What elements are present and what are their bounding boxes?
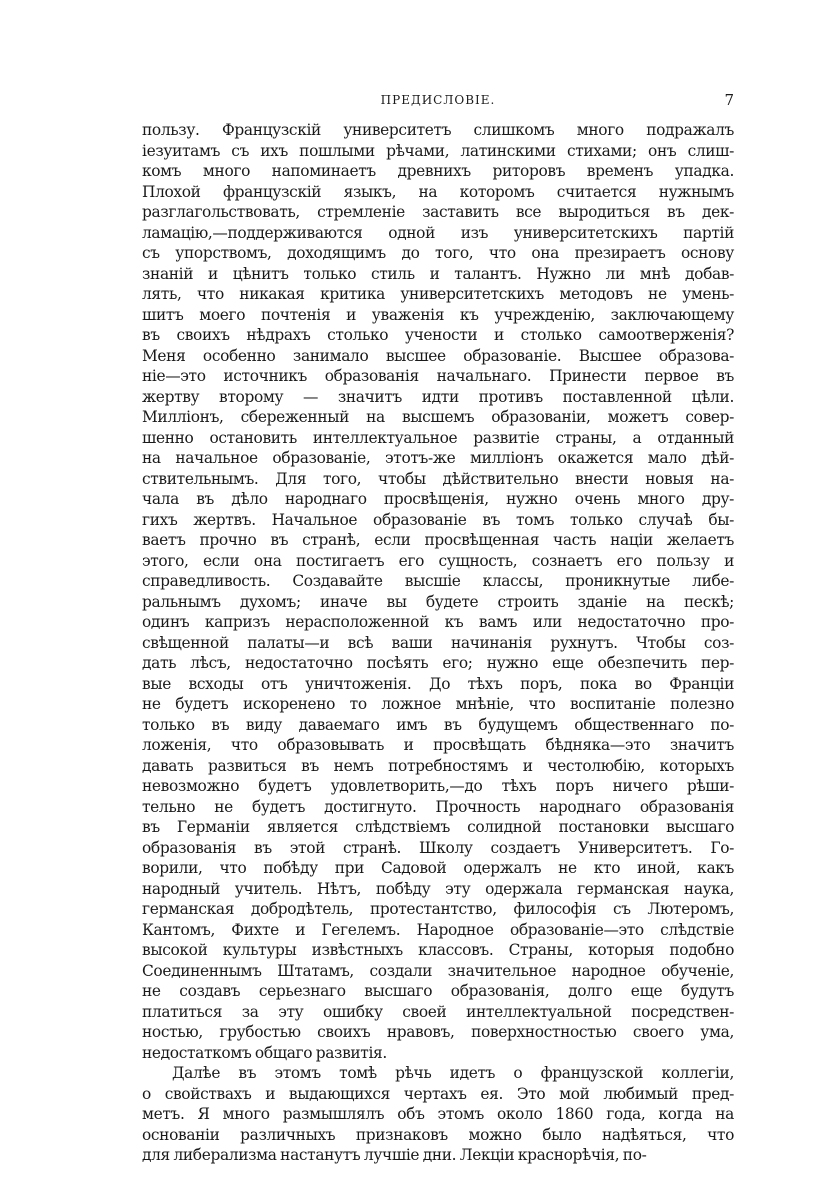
text-line: въ своихъ нѣдрахъ столько учености и столько самоотверженія?	[142, 326, 734, 344]
text-line: только въ виду даваемаго имъ въ будущемъ общественнаго по-	[142, 715, 734, 734]
text-line: іезуитамъ съ ихъ пошлыми рѣчами, латинскими стихами; онъ слиш-	[142, 141, 734, 160]
text-line: Милліонъ, сбереженный на высшемъ образованіи, можетъ совер-	[142, 408, 734, 426]
text-line: народный учитель. Нѣтъ, побѣду эту одержала германская наука,	[142, 879, 734, 898]
text-line: чала въ дѣло народнаго просвѣщенія, нужно очень много дру-	[142, 490, 734, 508]
text-line: метъ. Я много размышлялъ объ этомъ около 1860 года, когда на	[142, 1105, 734, 1123]
text-line: комъ много напоминаетъ древнихъ риторовъ временъ упадка.	[142, 162, 734, 180]
text-line: шенно остановить интеллектуальное развитіе страны, а отданный	[142, 428, 734, 447]
text-line: съ упорствомъ, доходящимъ до того, что она презираетъ основу	[142, 244, 734, 262]
text-line: Далѣе въ этомъ томѣ рѣчь идетъ о французской коллегіи,	[172, 1064, 734, 1082]
text-line: тельно не будетъ достигнуто. Прочность народнаго образованія	[142, 797, 734, 816]
text-line: этого, если она постигаетъ его сущность, сознаетъ его пользу и	[142, 551, 734, 570]
running-head	[142, 88, 734, 112]
text-line: германская добродѣтель, протестантство, философія съ Лютеромъ,	[142, 900, 734, 918]
text-line: въ Германіи является слѣдствіемъ солидной постановки высшаго	[142, 818, 734, 836]
text-line: дать лѣсъ, недостаточно посѣять его; нужно еще обезпечить пер-	[142, 654, 734, 672]
text-line: лять, что никакая критика университетскихъ методовъ не умень-	[142, 285, 734, 303]
text-line: пользу. Французскій университетъ слишкомъ много подражалъ	[142, 121, 734, 139]
text-line: ніе—это источникъ образованія начальнаго. Принести первое въ	[142, 367, 734, 385]
text-line: не будетъ искоренено то ложное мнѣніе, что воспитаніе полезно	[142, 695, 734, 713]
text-line: справедливость. Создавайте высшіе классы, проникнутые либе-	[142, 572, 734, 590]
text-line: Кантомъ, Фихте и Гегелемъ. Народное образованіе—это слѣдствіе	[142, 920, 734, 939]
text-line: Соединеннымъ Штатамъ, создали значительное народное обученіе,	[142, 961, 734, 980]
text-line: ваетъ прочно въ странѣ, если просвѣщенная часть націи желаетъ	[142, 531, 734, 549]
text-line: жертву второму — значитъ идти противъ поставленной цѣли.	[142, 387, 734, 406]
text-line: вые всходы отъ уничтоженія. До тѣхъ поръ, пока во Франціи	[142, 674, 734, 693]
text-line: знаній и цѣнитъ только стиль и талантъ. Нужно ли мнѣ добав-	[142, 264, 734, 283]
text-line: разглагольствовать, стремленіе заставить все выродиться въ дек-	[142, 203, 734, 221]
text-line: платиться за эту ошибку своей интеллектуальной посредствен-	[142, 1002, 734, 1021]
text-line: ворили, что побѣду при Садовой одержалъ не кто иной, какъ	[142, 859, 734, 877]
text-line: ральнымъ духомъ; иначе вы будете строить зданіе на пескѣ;	[142, 592, 734, 611]
running-title: ПРЕДИСЛОВІЕ.	[380, 93, 496, 107]
text-line: образованія въ этой странѣ. Школу создаетъ Университетъ. Го-	[142, 838, 734, 857]
text-line: о свойствахъ и выдающихся чертахъ ея. Это мой любимый пред-	[142, 1084, 734, 1103]
text-line: высокой культуры извѣстныхъ классовъ. Страны, которыя подобно	[142, 941, 734, 959]
body-text	[142, 120, 734, 1166]
text-line: невозможно будетъ удовлетворить,—до тѣхъ поръ ничего рѣши-	[142, 777, 734, 795]
text-line: для либерализма настанутъ лучшіе дни. Лекціи краснорѣчія, по-	[142, 1146, 647, 1164]
text-line: основаніи различныхъ признаковъ можно было надѣяться, что	[142, 1125, 734, 1144]
text-line: не создавъ серьезнаго высшаго образованія, долго еще будутъ	[142, 982, 734, 1000]
page-number: 7	[724, 91, 734, 109]
text-line: ложенія, что образовывать и просвѣщать бѣдняка—это значитъ	[142, 736, 734, 754]
text-line: давать развиться въ немъ потребностямъ и честолюбію, которыхъ	[142, 756, 734, 775]
text-line: ностью, грубостью своихъ нравовъ, поверхностностью своего ума,	[142, 1023, 734, 1041]
text-line: ствительнымъ. Для того, чтобы дѣйствительно внести новыя на-	[142, 469, 734, 488]
text-line: свѣщенной палаты—и всѣ ваши начинанія рухнутъ. Чтобы соз-	[142, 633, 734, 652]
text-line: на начальное образованіе, этотъ-же милліонъ окажется мало дѣй-	[142, 449, 734, 467]
paragraph	[142, 1063, 734, 1166]
text-line: шитъ моего почтенія и уваженія къ учрежденію, заключающему	[142, 305, 734, 324]
text-line: Меня особенно занимало высшее образованіе. Высшее образова-	[142, 346, 734, 365]
text-line: гихъ жертвъ. Начальное образованіе въ томъ только случаѣ бы-	[142, 510, 734, 529]
text-line: Плохой французскій языкъ, на которомъ считается нужнымъ	[142, 182, 734, 201]
text-line: одинъ капризъ нерасположенной къ вамъ или недостаточно про-	[142, 613, 734, 631]
text-line: ламацію,—поддерживаются одной изъ университетскихъ партій	[142, 223, 734, 242]
text-line: недостаткомъ общаго развитія.	[142, 1043, 387, 1062]
paragraph	[142, 120, 734, 1063]
